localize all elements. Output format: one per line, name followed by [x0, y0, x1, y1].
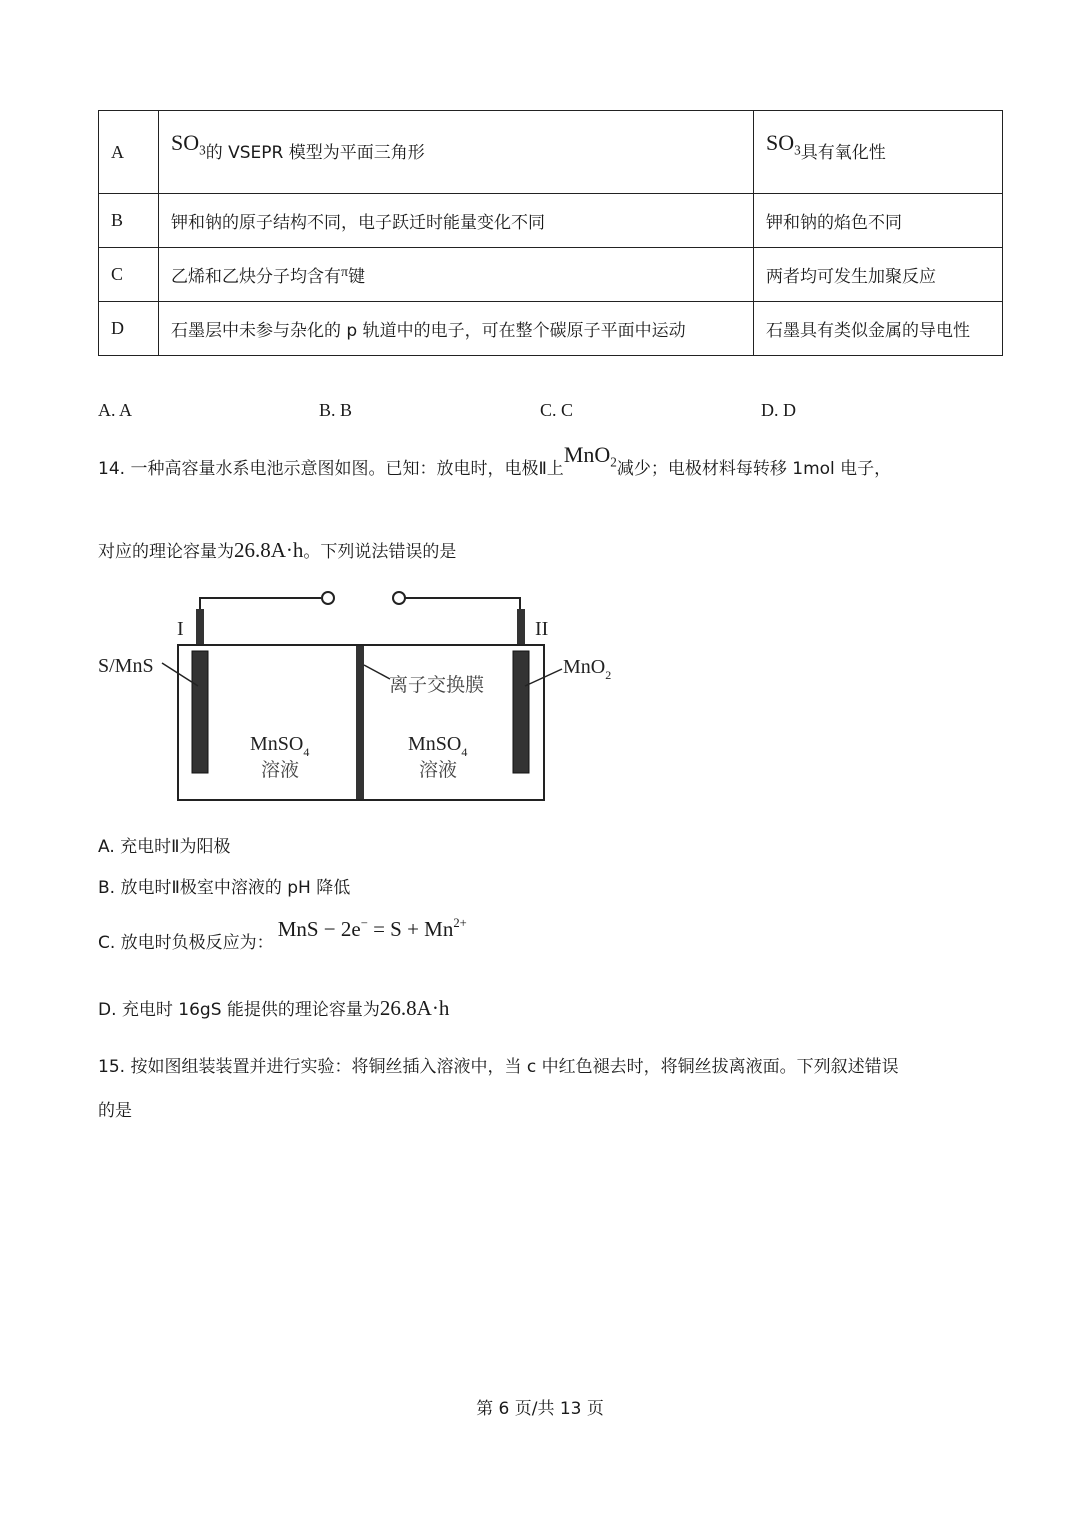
statement-cell: 石墨层中未参与杂化的 p 轨道中的电子，可在整个碳原子平面中运动 [159, 302, 754, 356]
ion-exchange-membrane [356, 646, 364, 799]
row-letter: A [99, 111, 159, 194]
q14-option-d: D. 充电时 16gS 能提供的理论容量为26.8A·h [98, 996, 450, 1020]
statement-cell: 钾和钠的原子结构不同，电子跃迁时能量变化不同 [159, 194, 754, 248]
row-letter: C [99, 248, 159, 302]
label-left-solution: MnSO$_4$ [250, 733, 310, 759]
q14-option-c: C. 放电时负极反应为：MnS − $2e^- = S + Mn^{2+}$ [98, 916, 467, 953]
option-c: C. C [540, 400, 574, 420]
conclusion-cell: 两者均可发生加聚反应 [754, 248, 1003, 302]
label-mno2: MnO$_2$ [563, 656, 612, 682]
option-b: B. B [319, 400, 353, 420]
electrode-ii [513, 651, 529, 773]
equation: MnS − $2e^- = S + Mn^{2+}$ [277, 916, 467, 941]
table-row [99, 302, 1003, 356]
conclusion-cell: $SO_3$具有氧化性 [754, 111, 1003, 194]
statement-cell: $SO_3$的 VSEPR 模型为平面三角形 [159, 111, 754, 194]
option-a: A. A [98, 400, 133, 420]
formula: $SO_3$ [171, 129, 206, 158]
table-row [99, 194, 1003, 248]
q14-option-a: A. 充电时Ⅱ为阳极 [98, 837, 231, 857]
page-footer: 第 6 页/共 13 页 [476, 1399, 604, 1419]
q14-stem-line2: 对应的理论容量为26.8A·h。下列说法错误的是 [98, 538, 457, 562]
statement-cell: 乙烯和乙炔分子均含有$^\pi$键 [159, 248, 754, 302]
label-right-solution: MnSO$_4$ [408, 733, 468, 759]
left-terminal [322, 592, 334, 604]
option-d: D. D [761, 400, 796, 420]
right-terminal [393, 592, 405, 604]
row-letter: B [99, 194, 159, 248]
conclusion-cell: 钾和钠的焰色不同 [754, 194, 1003, 248]
label-electrode-i: I [177, 618, 184, 640]
formula: $SO_3$ [766, 129, 801, 158]
q15-stem-line1: 15. 按如图组装装置并进行实验：将铜丝插入溶液中，当 c 中红色褪去时，将铜丝拔离液面。下列叙述错误 [98, 1057, 899, 1077]
electrode-i [192, 651, 208, 773]
q14-stem-line1: 14. 一种高容量水系电池示意图如图。已知：放电时，电极Ⅱ上MnO$_2$减少；电极材料每转移 1mol 电子， [98, 442, 892, 479]
table-row [99, 111, 1003, 194]
label-right-solution-word: 溶液 [419, 759, 458, 781]
q13-table [98, 110, 1003, 356]
label-s-mns: S/MnS [98, 655, 154, 677]
table-row [99, 248, 1003, 302]
battery-diagram [92, 585, 632, 810]
conclusion-cell: 石墨具有类似金属的导电性 [754, 302, 1003, 356]
label-left-solution-word: 溶液 [261, 759, 300, 781]
q15-stem-line2: 的是 [98, 1101, 132, 1121]
formula: MnO$_2$ [563, 442, 617, 470]
label-membrane: 离子交换膜 [389, 674, 485, 696]
row-letter: D [99, 302, 159, 356]
q14-option-b: B. 放电时Ⅱ极室中溶液的 pH 降低 [98, 878, 351, 898]
label-electrode-ii: II [535, 618, 549, 640]
